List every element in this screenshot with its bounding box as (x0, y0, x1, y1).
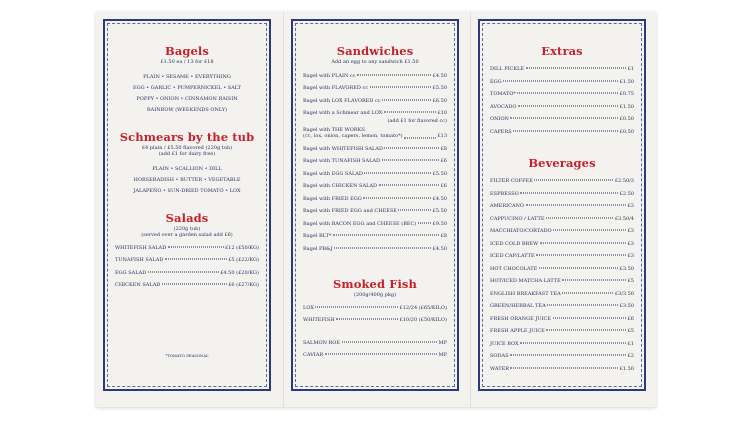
flavored-cc-note: (add £1 for flavored cc) (387, 117, 447, 124)
bagel-line: EGG • GARLIC • PUMPERNICKEL • SALT (132, 84, 242, 91)
menu-item: Bagel with EGG SALAD £5.50 (303, 170, 447, 177)
menu-item: ICED COLD BREW £3 (490, 240, 634, 247)
menu-item: MACCHIATO/CORTADO £3 (490, 228, 634, 234)
menu-item: WHITEFISH SALAD £12 (£50/KG) (115, 244, 259, 251)
menu-item: AMERICANO £3 (490, 203, 634, 209)
menu-item: CAPERS £0.50 (490, 128, 634, 135)
menu-item: Bagel with FRIED EGG £4.50 (303, 195, 447, 202)
menu-item: HOT/ICED MATCHA LATTE £5 (490, 278, 634, 284)
menu-item: WATER £1.50 (490, 365, 634, 372)
menu-item: FRESH APPLE JUICE £5 (490, 328, 634, 334)
menu-item: WHITEFISH £10/20 (£50/KILO) (303, 317, 447, 323)
fold-line (470, 12, 471, 407)
menu-item: SALMON ROE MP (303, 339, 447, 346)
menu-item: Bagel BLT* £8 (303, 233, 447, 239)
panel-middle (291, 19, 459, 391)
panel-left (103, 19, 271, 391)
sandwiches-list (303, 70, 447, 256)
menu-item: CHICKEN SALAD £6 (£27/KG) (115, 282, 259, 288)
bagels-price: £1.50 ea / 13 for £18 (160, 59, 214, 65)
bagel-line: RAINBOW (WEEKENDS ONLY) (146, 106, 228, 113)
menu-item: LOX £12/24 (£65/KILO) (303, 304, 447, 311)
tomato-footnote: *TOMATO SEASONAL (165, 353, 209, 358)
menu-item: CAVIAR MP (303, 352, 447, 358)
menu-item: FILTER COFFEE £2.50/3 (490, 178, 634, 184)
smoked-fish-heading: Smoked Fish (333, 277, 417, 291)
menu-item: ICED CAP/LATTE £3 (490, 253, 634, 259)
menu-item: Bagel with FRIED EGG and CHEESE £5.50 (303, 208, 447, 214)
schmears-dairy-free-note: (add £1 for dairy free) (158, 151, 216, 157)
salads-list (115, 242, 259, 292)
schmear-line: JALAPEÑO • SUN-DRIED TOMATO • LOX (133, 187, 241, 194)
menu-item: DILL PICKLE £1 (490, 66, 634, 72)
salads-size: (220g tub) (173, 225, 201, 232)
extras-heading: Extras (541, 44, 583, 58)
smoked-fish-pkg: (200g/400g pkg) (353, 292, 397, 298)
extras-list (490, 63, 634, 138)
bagel-line: PLAIN • SESAME • EVERYTHING (143, 73, 231, 80)
bagels-heading: Bagels (165, 44, 209, 58)
salads-heading: Salads (165, 210, 209, 225)
menu-item: Bagel with CHICKEN SALAD £6 (303, 183, 447, 189)
schmears-heading: Schmears by the tub (119, 129, 255, 144)
menu-item: Bagel with FLAVORED cc £5.50 (303, 85, 447, 91)
menu-item: FRESH ORANGE JUICE £6 (490, 315, 634, 322)
menu-item: EGG £1.50 (490, 78, 634, 85)
fold-line (283, 12, 284, 407)
menu-item: EGG SALAD £4.50 (£20/KG) (115, 269, 259, 276)
schmears-price: £4 plain / £5.50 flavored (220g tub) (141, 144, 233, 151)
schmear-line: HORSERADISH • BUTTER • VEGETABLE (133, 176, 241, 183)
menu-item: Bagel with TUNAFISH SALAD £6 (303, 158, 447, 164)
menu-item: ONION £0.50 (490, 116, 634, 122)
menu-item: TUNAFISH SALAD £5 (£22/KG) (115, 257, 259, 263)
menu-item: Bagel with PLAIN cc £4.50 (303, 72, 447, 79)
menu-item: GREEN/HERBAL TEA £3.50 (490, 303, 634, 309)
menu-item: ESPRESSO £2.50 (490, 190, 634, 197)
beverages-heading: Beverages (528, 156, 596, 170)
salads-garden-note: (served over a garden salad add £6) (141, 232, 233, 238)
menu-item: Bagel with THE WORKS (cc, lox, onion, capers, lemon, tomato*) £13 (303, 126, 447, 139)
menu-item: TOMATO* £0.75 (490, 91, 634, 97)
menu-item: AVOCADO £1.50 (490, 103, 634, 110)
panel-right (478, 19, 646, 391)
menu-item: HOT CHOCOLATE £3.50 (490, 265, 634, 272)
schmear-varieties (115, 164, 259, 197)
menu-item: Bagel with WHITEFISH SALAD £8 (303, 145, 447, 152)
beverages-list (490, 175, 634, 375)
sandwiches-egg-note: Add an egg to any sandwich £1.50 (331, 59, 419, 65)
menu-item: Bagel with LOX FLAVORED cc £6.50 (303, 97, 447, 104)
schmear-line: PLAIN • SCALLION • DILL (152, 165, 222, 172)
menu-item: Bagel with a Schmear and LOX £10 (303, 110, 447, 116)
menu-item: Bagel with BACON EGG and CHEESE (BEC) £9.50 (303, 220, 447, 227)
menu-item: Bagel PB&J £4.50 (303, 245, 447, 252)
menu-item: ENGLISH BREAKFAST TEA £3/3.50 (490, 290, 634, 297)
sandwiches-heading: Sandwiches (336, 44, 414, 58)
menu-item: CAPPUCINO / LATTE £3.50/4 (490, 215, 634, 222)
menu-item: SODAS £2 (490, 353, 634, 359)
bagel-varieties (115, 72, 259, 116)
bagel-line: POPPY • ONION • CINNAMON RAISIN (136, 95, 238, 102)
menu-item: JUICE BOX £1 (490, 340, 634, 347)
smoked-fish-list (303, 302, 447, 362)
